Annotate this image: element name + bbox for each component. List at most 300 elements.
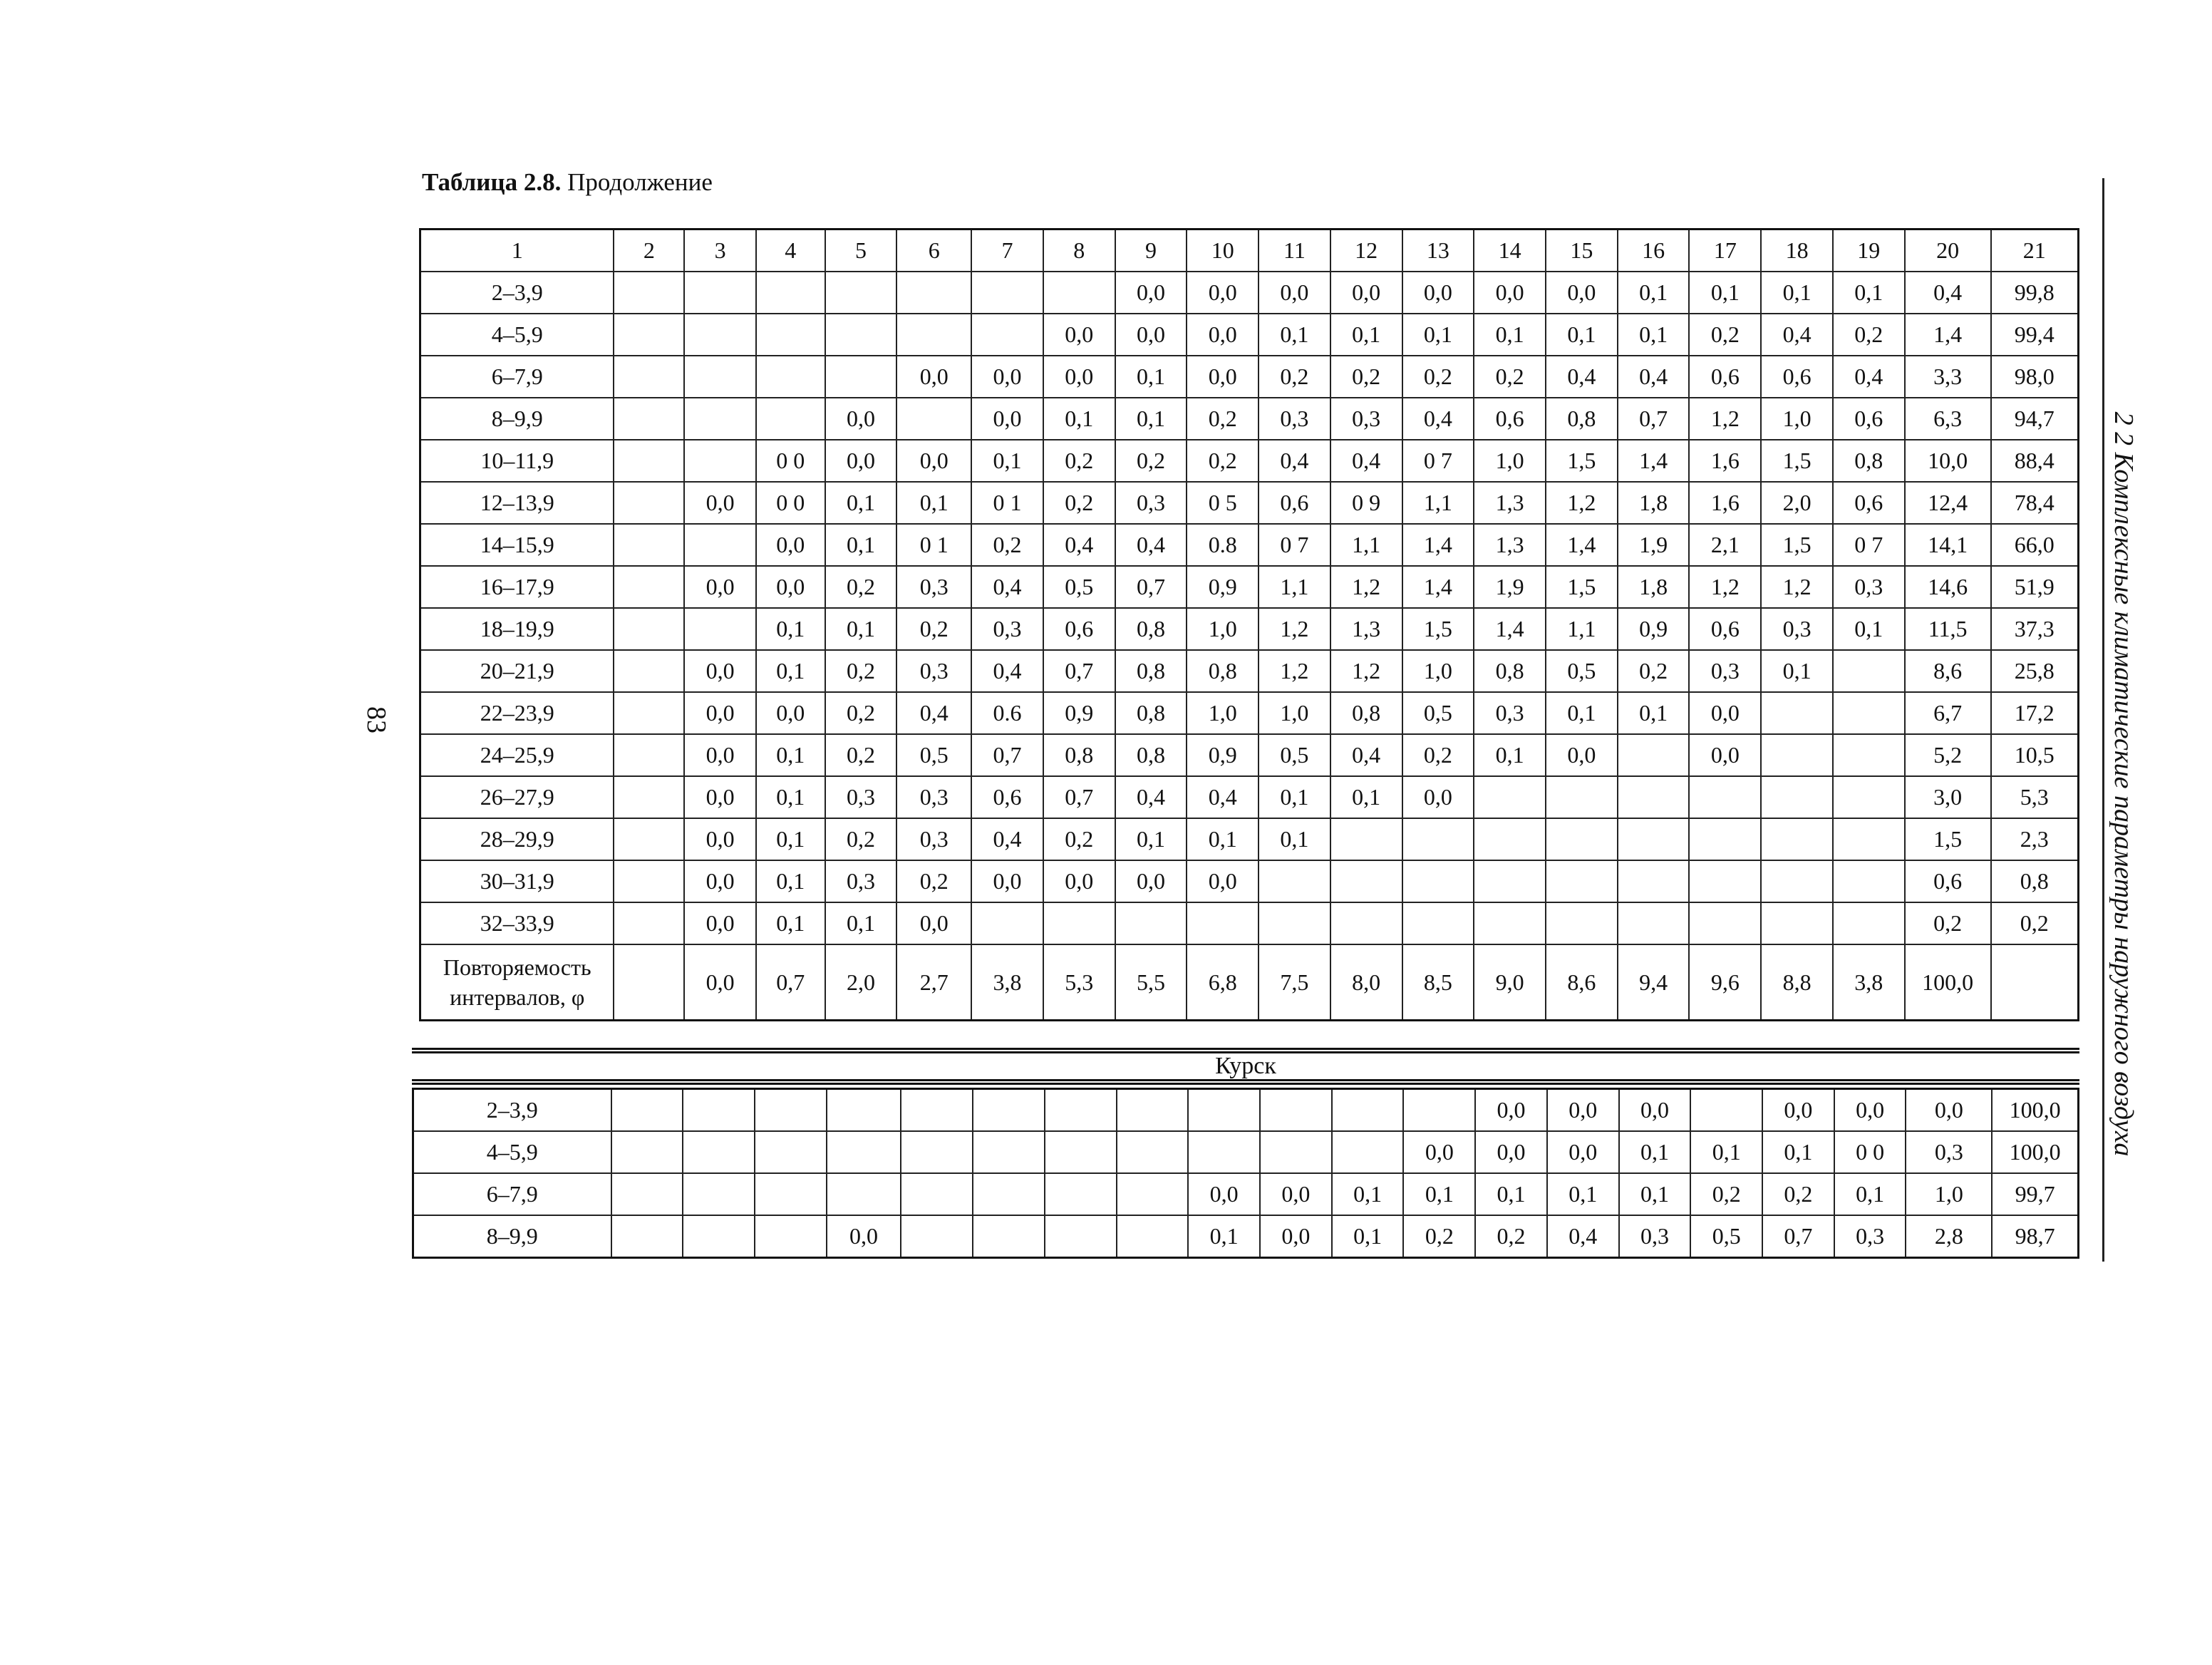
repeatability-cell: 8,0	[1330, 944, 1402, 1021]
table-cell: 0,0	[1260, 1173, 1332, 1215]
table-cell	[614, 398, 684, 440]
table-cell: 17,2	[1991, 692, 2079, 734]
table-cell: 0,1	[1043, 398, 1115, 440]
table-cell: 0,0	[1547, 1131, 1619, 1173]
table-cell: 0,1	[1474, 314, 1546, 356]
column-header: 4	[756, 230, 825, 272]
table-cell	[825, 314, 897, 356]
table-cell: 0,4	[1330, 440, 1402, 482]
table-cell	[1259, 902, 1330, 944]
table-cell: 0,1	[1259, 314, 1330, 356]
table-cell: 0,0	[896, 902, 971, 944]
table-cell: 1,5	[1761, 440, 1833, 482]
table-cell: 0,4	[1833, 356, 1905, 398]
row-label: 12–13,9	[420, 482, 614, 524]
table-cell: 0,0	[684, 734, 756, 776]
table-cell	[1188, 1131, 1260, 1173]
table-cell: 0,2	[825, 650, 897, 692]
table-cell: 1,4	[1402, 524, 1474, 566]
table-cell: 1,4	[1474, 608, 1546, 650]
table-cell	[1045, 1089, 1117, 1132]
table-cell: 25,8	[1991, 650, 2079, 692]
table-cell: 0,1	[1115, 818, 1187, 860]
row-label: 18–19,9	[420, 608, 614, 650]
table-cell: 0,1	[1690, 1131, 1762, 1173]
table-cell: 0,1	[1403, 1173, 1475, 1215]
table-cell	[614, 482, 684, 524]
table-cell: 0,0	[1260, 1215, 1332, 1258]
table-cell: 0,4	[1761, 314, 1833, 356]
table-cell	[755, 1131, 827, 1173]
table-cell	[1618, 818, 1690, 860]
table-row	[420, 440, 2079, 482]
table-cell: 14,6	[1905, 566, 1991, 608]
table-cell	[614, 818, 684, 860]
table-cell	[1833, 650, 1905, 692]
table-cell: 10,0	[1905, 440, 1991, 482]
repeatability-cell: 8,5	[1402, 944, 1474, 1021]
table-cell: 0,0	[1906, 1089, 1992, 1132]
table-cell: 1,4	[1618, 440, 1690, 482]
table-cell	[1187, 902, 1259, 944]
table-cell: 0,1	[756, 734, 825, 776]
table-cell: 0,6	[1833, 398, 1905, 440]
table-cell: 0,1	[1115, 356, 1187, 398]
table-cell: 0,3	[825, 776, 897, 818]
repeatability-cell	[1991, 944, 2079, 1021]
table-cell: 1,0	[1761, 398, 1833, 440]
table-cell	[614, 860, 684, 902]
table-cell: 0,2	[896, 860, 971, 902]
table-cell: 0,4	[1043, 524, 1115, 566]
table-cell	[896, 272, 971, 314]
table-cell: 0,1	[1761, 650, 1833, 692]
table-row	[420, 608, 2079, 650]
table-cell: 0,0	[1546, 272, 1618, 314]
table-cell: 0,4	[1547, 1215, 1619, 1258]
table-cell	[971, 902, 1043, 944]
table-cell: 0,1	[825, 902, 897, 944]
table-cell	[755, 1173, 827, 1215]
table-cell	[684, 608, 756, 650]
table-row	[420, 566, 2079, 608]
table-cell: 0 7	[1259, 524, 1330, 566]
row-label: 6–7,9	[413, 1173, 611, 1215]
table-cell: 0,4	[971, 650, 1043, 692]
table-cell: 0,1	[1115, 398, 1187, 440]
table-cell: 1,5	[1402, 608, 1474, 650]
table-cell: 0,3	[1761, 608, 1833, 650]
table-cell	[1546, 776, 1618, 818]
table-cell: 2,1	[1689, 524, 1761, 566]
table-cell: 94,7	[1991, 398, 2079, 440]
table-cell: 0,1	[1474, 734, 1546, 776]
table-cell	[1474, 902, 1546, 944]
table-cell: 0,2	[1043, 818, 1115, 860]
table-cell: 0,1	[1619, 1173, 1691, 1215]
table-cell: 98,7	[1992, 1215, 2078, 1258]
table-cell: 78,4	[1991, 482, 2079, 524]
table-cell: 0,0	[1546, 734, 1618, 776]
table-cell	[1618, 902, 1690, 944]
table-cell	[614, 776, 684, 818]
table-cell: 0,1	[1618, 314, 1690, 356]
table-cell: 0,0	[971, 398, 1043, 440]
table-cell	[1259, 860, 1330, 902]
table-cell	[1690, 1089, 1762, 1132]
table-cell: 0,1	[896, 482, 971, 524]
table-cell: 0,4	[1618, 356, 1690, 398]
table-cell: 88,4	[1991, 440, 2079, 482]
table-cell	[1833, 734, 1905, 776]
table-cell: 0,2	[1330, 356, 1402, 398]
table-cell	[827, 1173, 901, 1215]
table-cell: 0,1	[1188, 1215, 1260, 1258]
table-cell: 0 0	[756, 482, 825, 524]
table-cell	[611, 1173, 683, 1215]
table-cell: 99,7	[1992, 1173, 2078, 1215]
table-cell	[901, 1215, 973, 1258]
table-cell	[1260, 1131, 1332, 1173]
table-cell: 0,0	[1330, 272, 1402, 314]
row-label: 30–31,9	[420, 860, 614, 902]
table-cell: 0,8	[1187, 650, 1259, 692]
table-cell: 0,8	[1115, 692, 1187, 734]
table-cell	[1618, 776, 1690, 818]
table-cell	[971, 272, 1043, 314]
table-cell	[901, 1173, 973, 1215]
table-cell: 0 9	[1330, 482, 1402, 524]
table-cell: 0,1	[1689, 272, 1761, 314]
table-cell: 0,0	[684, 650, 756, 692]
table-cell: 0,4	[971, 566, 1043, 608]
column-header: 7	[971, 230, 1043, 272]
table-cell: 0,2	[1474, 356, 1546, 398]
table-cell	[1546, 818, 1618, 860]
table-cell: 0,2	[825, 818, 897, 860]
table-cell: 0,2	[1115, 440, 1187, 482]
table-cell: 1,5	[1761, 524, 1833, 566]
table-row	[420, 398, 2079, 440]
table-cell	[825, 356, 897, 398]
column-header: 21	[1991, 230, 2079, 272]
table-cell	[611, 1131, 683, 1173]
column-header: 3	[684, 230, 756, 272]
table-cell: 0,2	[1833, 314, 1905, 356]
column-header: 1	[420, 230, 614, 272]
row-label: 26–27,9	[420, 776, 614, 818]
table-cell	[1833, 692, 1905, 734]
table-cell: 1,3	[1330, 608, 1402, 650]
table-cell	[611, 1215, 683, 1258]
table-cell: 0,0	[1403, 1131, 1475, 1173]
table-cell: 0,9	[1187, 566, 1259, 608]
table-cell: 0,1	[1547, 1173, 1619, 1215]
table-cell	[901, 1131, 973, 1173]
table-cell	[827, 1089, 901, 1132]
column-header: 12	[1330, 230, 1402, 272]
table-cell	[1330, 902, 1402, 944]
table-cell: 0,2	[825, 692, 897, 734]
table-cell: 0,8	[1546, 398, 1618, 440]
table-cell: 0,0	[1475, 1089, 1547, 1132]
table-cell: 0,1	[1332, 1173, 1404, 1215]
table-cell	[1045, 1173, 1117, 1215]
table-cell: 0,0	[1187, 314, 1259, 356]
column-header: 19	[1833, 230, 1905, 272]
table-cell: 66,0	[1991, 524, 2079, 566]
table-cell: 0,1	[1187, 818, 1259, 860]
climate-table-main	[419, 228, 2079, 1021]
table-cell: 0,2	[971, 524, 1043, 566]
table-cell: 1,2	[1689, 398, 1761, 440]
table-cell	[614, 566, 684, 608]
repeatability-cell: 9,4	[1618, 944, 1690, 1021]
table-cell	[971, 314, 1043, 356]
table-cell: 0,0	[1689, 734, 1761, 776]
table-cell	[825, 272, 897, 314]
table-cell	[611, 1089, 683, 1132]
repeatability-cell: 3,8	[1833, 944, 1905, 1021]
table-cell	[756, 356, 825, 398]
table-cell: 3,0	[1905, 776, 1991, 818]
table-cell	[973, 1173, 1045, 1215]
table-cell: 0 5	[1187, 482, 1259, 524]
table-cell	[683, 1089, 755, 1132]
table-cell	[973, 1131, 1045, 1173]
table-cell: 0,3	[896, 566, 971, 608]
table-cell: 1,2	[1546, 482, 1618, 524]
repeatability-row	[420, 944, 2079, 1021]
table-cell	[1117, 1215, 1189, 1258]
table-cell: 0,2	[1043, 482, 1115, 524]
table-row	[420, 860, 2079, 902]
table-cell: 0,0	[971, 356, 1043, 398]
table-cell: 1,4	[1905, 314, 1991, 356]
column-header: 9	[1115, 230, 1187, 272]
table-cell	[756, 314, 825, 356]
row-label: 16–17,9	[420, 566, 614, 608]
table-cell	[1689, 776, 1761, 818]
table-cell: 0,0	[827, 1215, 901, 1258]
table-cell: 0,0	[1475, 1131, 1547, 1173]
table-cell	[1618, 860, 1690, 902]
table-cell	[614, 314, 684, 356]
table-cell	[756, 398, 825, 440]
table-cell: 0,8	[1833, 440, 1905, 482]
table-cell: 100,0	[1992, 1089, 2078, 1132]
table-cell: 1,2	[1330, 650, 1402, 692]
table-cell: 11,5	[1905, 608, 1991, 650]
table-cell: 1,2	[1330, 566, 1402, 608]
table-cell	[614, 902, 684, 944]
table-cell: 0,3	[825, 860, 897, 902]
repeatability-cell	[614, 944, 684, 1021]
table-cell	[1761, 818, 1833, 860]
repeatability-cell: 5,3	[1043, 944, 1115, 1021]
table-cell: 0,1	[1618, 692, 1690, 734]
row-label: 28–29,9	[420, 818, 614, 860]
table-cell: 0,0	[1043, 314, 1115, 356]
table-cell: 0,0	[756, 566, 825, 608]
repeatability-cell: 2,7	[896, 944, 971, 1021]
column-header: 2	[614, 230, 684, 272]
table-cell: 0,8	[1115, 608, 1187, 650]
table-cell: 0,0	[1115, 314, 1187, 356]
table-cell: 0,6	[1761, 356, 1833, 398]
table-cell: 0,0	[684, 902, 756, 944]
table-cell: 0,0	[1689, 692, 1761, 734]
table-cell: 0,0	[1402, 776, 1474, 818]
table-cell: 1,6	[1689, 482, 1761, 524]
table-cell	[896, 314, 971, 356]
table-cell	[1546, 902, 1618, 944]
table-row	[420, 776, 2079, 818]
table-cell: 0,3	[1906, 1131, 1992, 1173]
table-cell: 1,8	[1618, 482, 1690, 524]
table-cell: 0,0	[971, 860, 1043, 902]
repeatability-cell: 7,5	[1259, 944, 1330, 1021]
column-header: 18	[1761, 230, 1833, 272]
column-header: 20	[1905, 230, 1991, 272]
table-cell	[1117, 1089, 1189, 1132]
repeatability-cell: 0,0	[684, 944, 756, 1021]
table-cell: 0,2	[1187, 440, 1259, 482]
table-cell: 0,1	[1618, 272, 1690, 314]
table-cell: 0,4	[1115, 524, 1187, 566]
table-cell: 0,1	[1332, 1215, 1404, 1258]
table-cell: 0,0	[825, 440, 897, 482]
table-cell	[614, 272, 684, 314]
table-row	[420, 482, 2079, 524]
table-cell	[683, 1215, 755, 1258]
table-cell: 0,1	[756, 902, 825, 944]
table-cell: 0,7	[1762, 1215, 1834, 1258]
table-cell: 0,3	[971, 608, 1043, 650]
column-header: 17	[1689, 230, 1761, 272]
table-cell	[1188, 1089, 1260, 1132]
table-cell: 0,0	[896, 440, 971, 482]
table-cell	[1761, 734, 1833, 776]
table-cell: 0,6	[1689, 608, 1761, 650]
table-cell: 0,3	[896, 776, 971, 818]
table-row	[413, 1089, 2079, 1132]
table-cell	[614, 692, 684, 734]
table-cell: 0,1	[971, 440, 1043, 482]
table-row	[420, 692, 2079, 734]
table-cell	[1403, 1089, 1475, 1132]
table-cell: 0,4	[971, 818, 1043, 860]
table-cell	[684, 440, 756, 482]
table-cell: 0,6	[971, 776, 1043, 818]
table-caption-text: Продолжение	[561, 168, 713, 196]
table-cell: 0,8	[1991, 860, 2079, 902]
table-cell: 1,0	[1906, 1173, 1992, 1215]
table-cell: 12,4	[1905, 482, 1991, 524]
table-cell	[684, 356, 756, 398]
table-cell: 98,0	[1991, 356, 2079, 398]
table-cell: 0,8	[1474, 650, 1546, 692]
table-cell: 0,1	[1330, 776, 1402, 818]
table-cell: 1,5	[1905, 818, 1991, 860]
table-cell: 0 1	[971, 482, 1043, 524]
table-row	[420, 356, 2079, 398]
table-cell: 0 0	[756, 440, 825, 482]
table-cell	[1761, 902, 1833, 944]
table-cell: 0,2	[1690, 1173, 1762, 1215]
table-cell	[755, 1089, 827, 1132]
table-cell	[614, 524, 684, 566]
table-cell	[1402, 818, 1474, 860]
table-cell: 0,1	[1546, 692, 1618, 734]
column-header: 10	[1187, 230, 1259, 272]
table-cell	[756, 272, 825, 314]
repeatability-cell: 8,8	[1761, 944, 1833, 1021]
row-label: 2–3,9	[413, 1089, 611, 1132]
table-cell: 0,1	[1259, 776, 1330, 818]
table-row	[420, 650, 2079, 692]
table-cell	[1260, 1089, 1332, 1132]
repeatability-cell: 2,0	[825, 944, 897, 1021]
table-cell: 0,3	[1834, 1215, 1906, 1258]
table-cell: 0,0	[1547, 1089, 1619, 1132]
table-cell: 0,5	[1402, 692, 1474, 734]
page-number: 83	[361, 706, 391, 733]
table-cell	[1115, 902, 1187, 944]
table-cell: 1,1	[1330, 524, 1402, 566]
table-cell	[1330, 818, 1402, 860]
table-cell	[1332, 1131, 1404, 1173]
table-cell	[1330, 860, 1402, 902]
table-cell: 0,1	[1259, 818, 1330, 860]
table-cell: 1,2	[1259, 650, 1330, 692]
table-cell: 0,1	[756, 818, 825, 860]
table-cell: 0,0	[1043, 860, 1115, 902]
table-cell: 1,0	[1259, 692, 1330, 734]
table-cell	[683, 1173, 755, 1215]
repeatability-cell: 5,5	[1115, 944, 1187, 1021]
table-cell: 0,3	[1115, 482, 1187, 524]
table-cell	[1689, 902, 1761, 944]
table-cell	[614, 356, 684, 398]
table-row	[413, 1131, 2079, 1173]
table-cell: 0,3	[1474, 692, 1546, 734]
table-cell: 14,1	[1905, 524, 1991, 566]
column-header: 14	[1474, 230, 1546, 272]
column-header: 5	[825, 230, 897, 272]
column-header: 8	[1043, 230, 1115, 272]
table-cell: 0,3	[1689, 650, 1761, 692]
table-cell	[1117, 1131, 1189, 1173]
section-title: Курск	[412, 1048, 2079, 1085]
table-cell: 0,1	[825, 524, 897, 566]
table-cell: 0,2	[1187, 398, 1259, 440]
table-cell: 0,6	[1043, 608, 1115, 650]
table-cell: 0,7	[971, 734, 1043, 776]
table-cell: 1,4	[1402, 566, 1474, 608]
table-cell	[1402, 902, 1474, 944]
table-cell: 0,4	[1330, 734, 1402, 776]
table-cell	[1618, 734, 1690, 776]
table-cell: 0,5	[1690, 1215, 1762, 1258]
table-cell	[901, 1089, 973, 1132]
table-cell	[1833, 860, 1905, 902]
table-cell: 0,4	[896, 692, 971, 734]
row-label: 22–23,9	[420, 692, 614, 734]
table-row	[413, 1173, 2079, 1215]
row-label: 6–7,9	[420, 356, 614, 398]
table-cell: 1,6	[1689, 440, 1761, 482]
